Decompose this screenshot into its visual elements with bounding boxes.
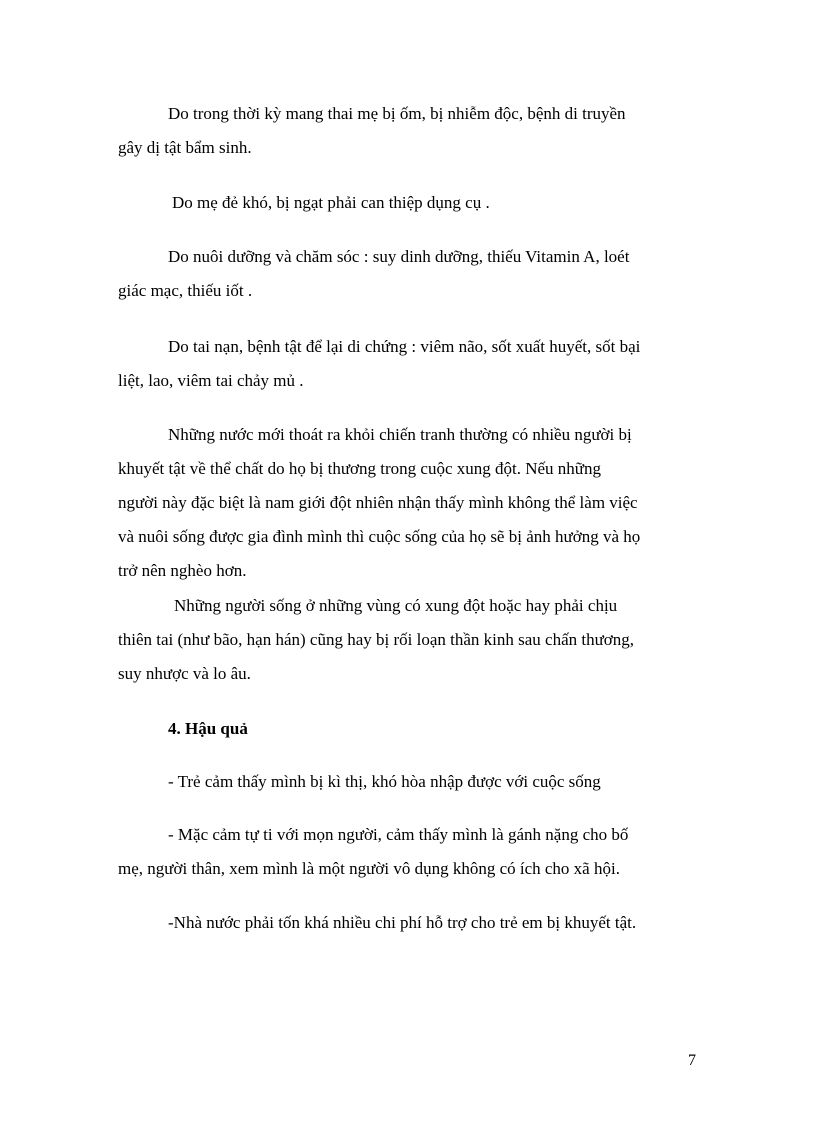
text-line: Những người sống ở những vùng có xung đột hoặc hay phải chịu bbox=[174, 596, 618, 615]
text-line: -Nhà nước phải tốn khá nhiều chi phí hỗ trợ cho trẻ em bị khuyết tật. bbox=[168, 913, 637, 932]
text-line: Những nước mới thoát ra khỏi chiến tranh thường có nhiều người bị bbox=[168, 425, 632, 444]
paragraph-nutrition-care bbox=[118, 240, 700, 308]
paragraph-war-countries bbox=[118, 418, 700, 588]
paragraph-accidents-diseases bbox=[118, 330, 700, 398]
paragraph-birth-difficulty bbox=[118, 186, 700, 220]
text-line: và nuôi sống được gia đình mình thì cuộc sống của họ sẽ bị ảnh hưởng và họ bbox=[118, 527, 641, 546]
text-line: - Trẻ cảm thấy mình bị kì thị, khó hòa nhập được với cuộc sống bbox=[168, 772, 601, 791]
text-line: thiên tai (như bão, hạn hán) cũng hay bị rối loạn thần kinh sau chấn thương, bbox=[118, 630, 635, 649]
consequence-item-state-cost bbox=[118, 906, 700, 940]
text-line: khuyết tật về thể chất do họ bị thương trong cuộc xung đột. Nếu những bbox=[118, 459, 602, 478]
text-line: trở nên nghèo hơn. bbox=[118, 561, 247, 580]
text-line: Do mẹ đẻ khó, bị ngạt phải can thiệp dụng cụ . bbox=[172, 193, 490, 212]
text-line: gây dị tật bẩm sinh. bbox=[118, 138, 252, 157]
text-line: người này đặc biệt là nam giới đột nhiên nhận thấy mình không thể làm việc bbox=[118, 493, 638, 512]
heading-text: 4. Hậu quả bbox=[168, 719, 248, 738]
paragraph-conflict-disaster bbox=[118, 589, 700, 691]
text-line: Do trong thời kỳ mang thai mẹ bị ốm, bị nhiễm độc, bệnh di truyền bbox=[168, 104, 626, 123]
text-line: liệt, lao, viêm tai chảy mủ . bbox=[118, 371, 304, 390]
text-line: Do nuôi dưỡng và chăm sóc : suy dinh dưỡng, thiếu Vitamin A, loét bbox=[168, 247, 630, 266]
text-line: giác mạc, thiếu iốt . bbox=[118, 281, 253, 300]
section-heading-consequences bbox=[118, 712, 700, 746]
consequence-item-inferiority bbox=[118, 818, 700, 886]
page-number: 7 bbox=[688, 1052, 696, 1069]
text-line: - Mặc cảm tự ti với mọn người, cảm thấy mình là gánh nặng cho bố bbox=[168, 825, 629, 844]
text-line: Do tai nạn, bệnh tật để lại di chứng : viêm não, sốt xuất huyết, sốt bại bbox=[168, 337, 641, 356]
consequence-item-stigma bbox=[118, 765, 700, 799]
paragraph-congenital-causes bbox=[118, 97, 700, 165]
text-line: suy nhược và lo âu. bbox=[118, 664, 251, 683]
text-line: mẹ, người thân, xem mình là một người vô dụng không có ích cho xã hội. bbox=[118, 859, 620, 878]
